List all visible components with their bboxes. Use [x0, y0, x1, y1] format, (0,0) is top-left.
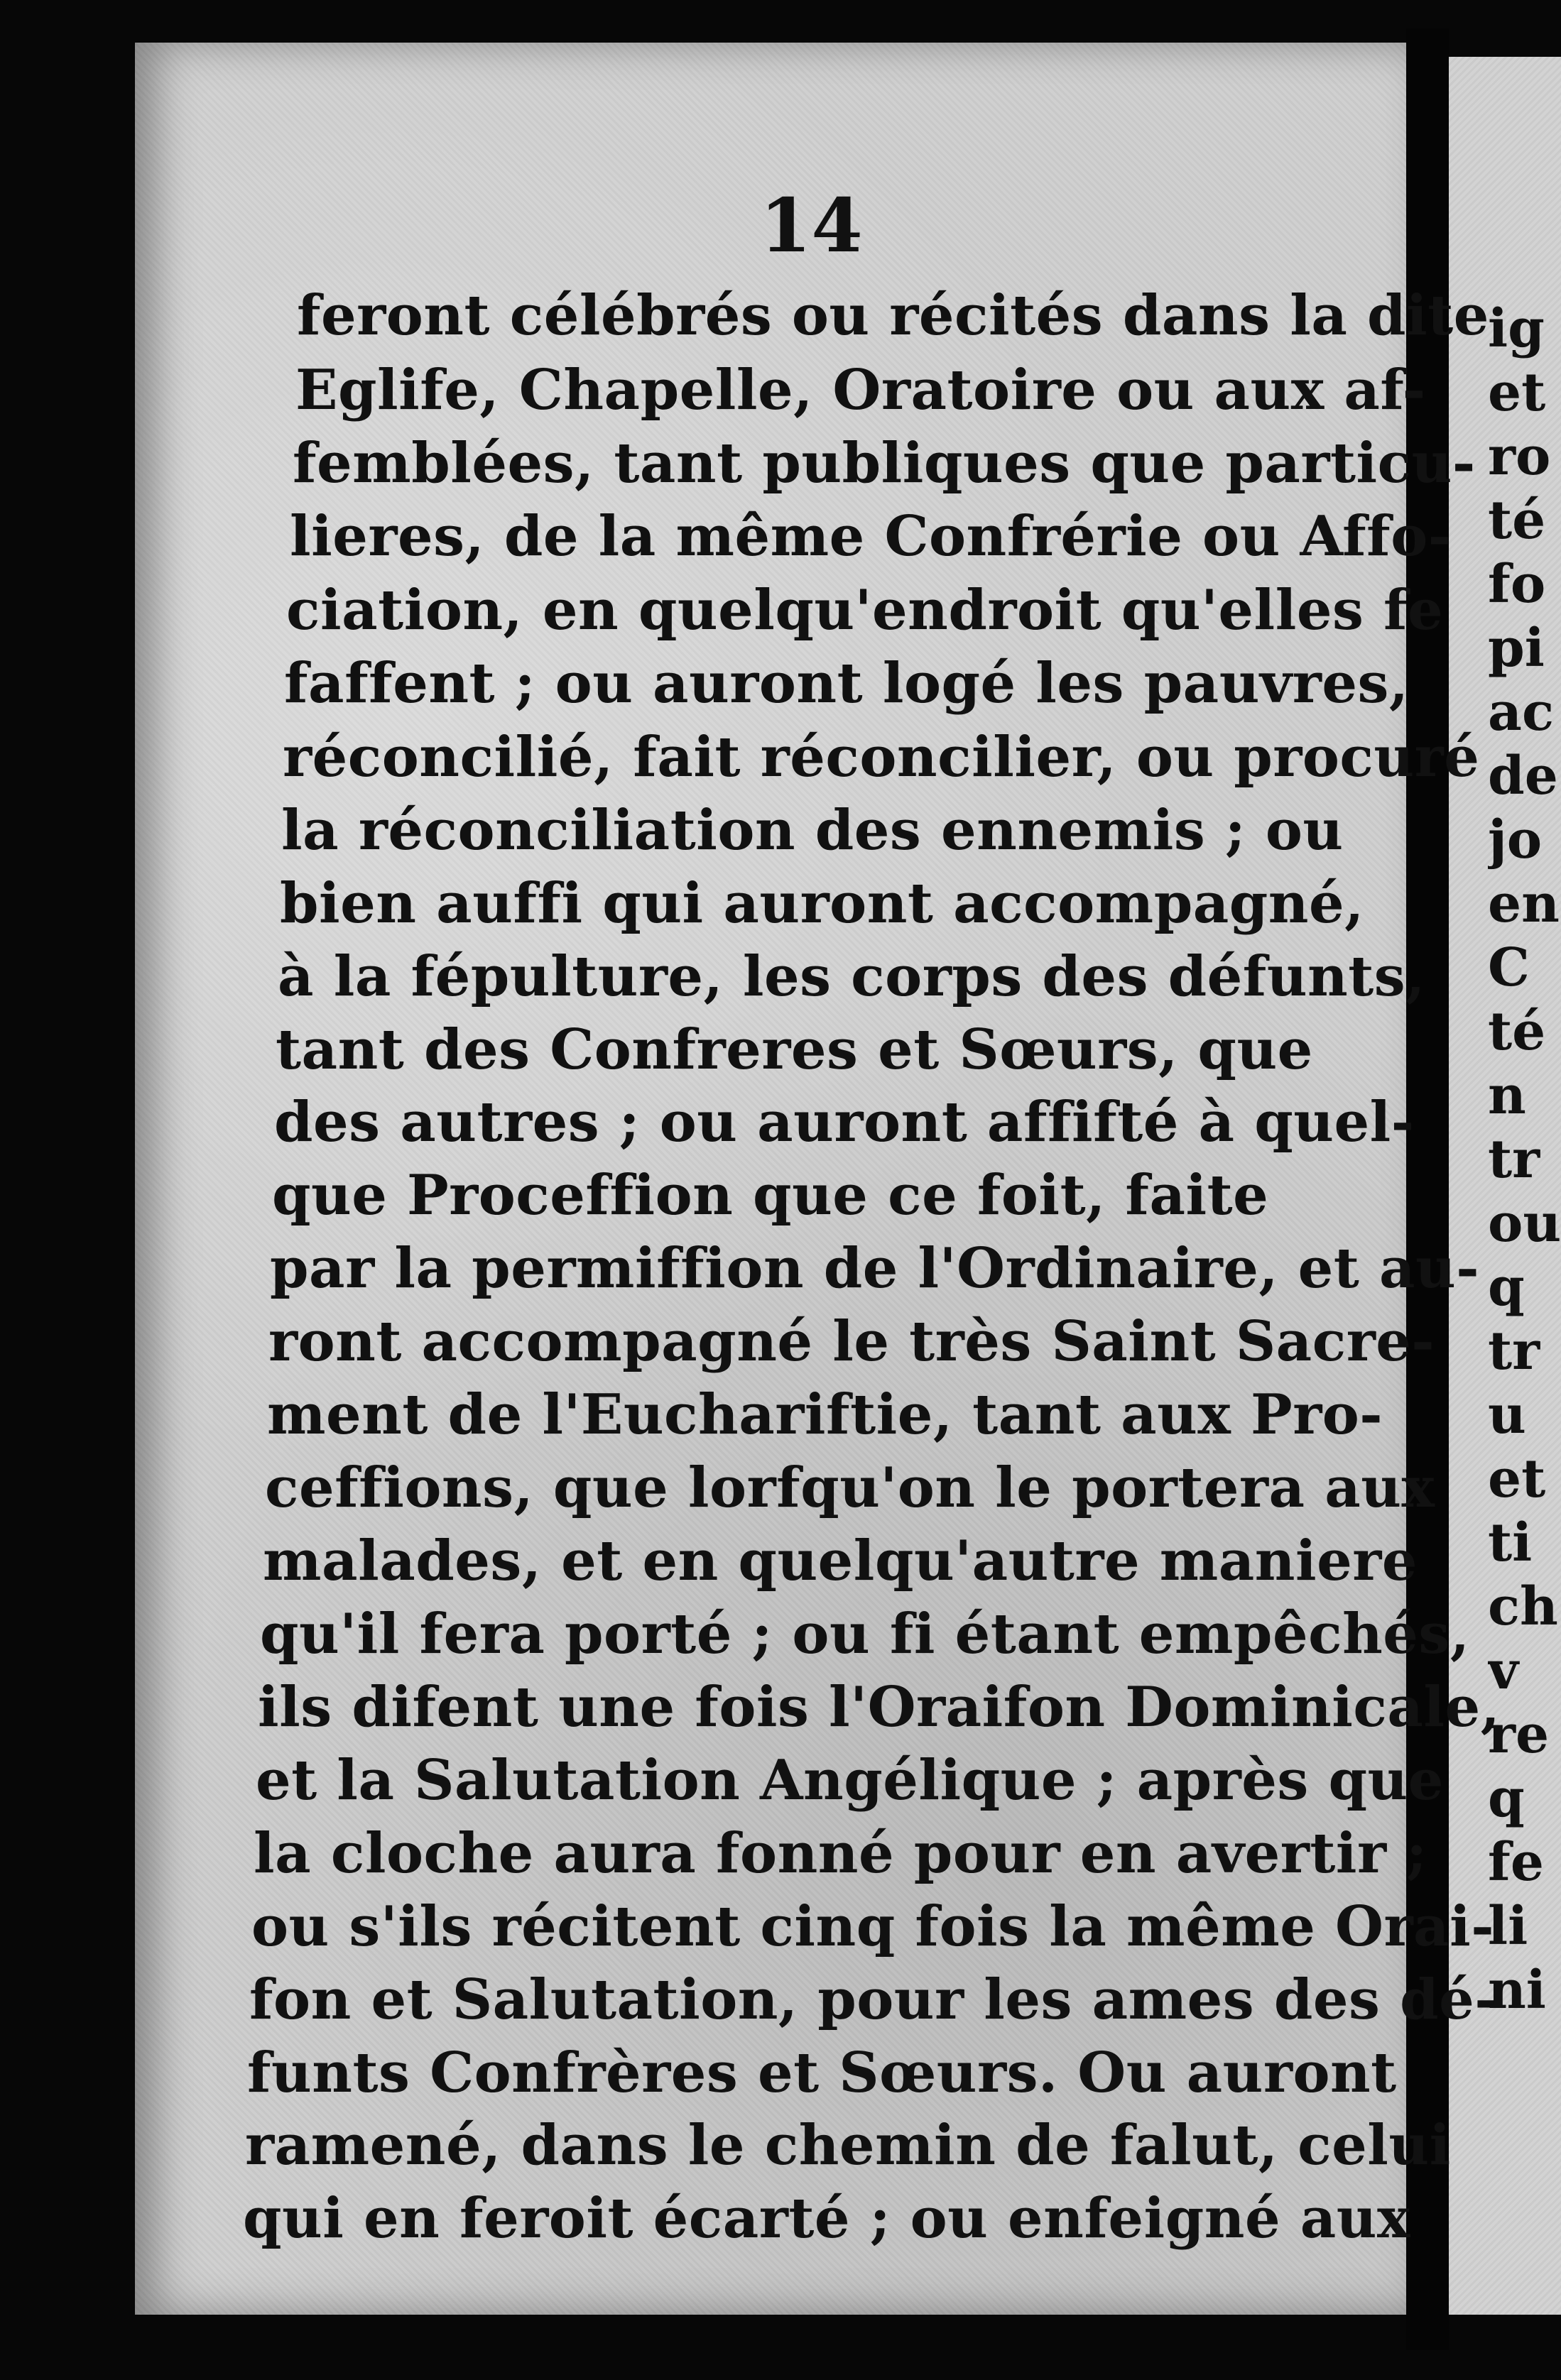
- adjacent-page-text: [1488, 0, 1561, 2380]
- fragment-line: ig: [1488, 298, 1545, 359]
- text-line: ils difent une fois l'Oraifon Dominicale,: [258, 1675, 1501, 1740]
- text-line: qu'il fera porté ; ou fi étant empêchés,: [260, 1602, 1470, 1666]
- text-line: par la permiffion de l'Ordinaire, et au-: [270, 1236, 1480, 1301]
- fragment-line: v: [1488, 1640, 1518, 1701]
- text-line: ront accompagné le très Saint Sacre-: [268, 1309, 1435, 1374]
- text-line: et la Salutation Angélique ; après que: [256, 1748, 1444, 1813]
- fragment-line: té: [1488, 490, 1546, 551]
- text-line: feront célébrés ou récités dans la dite: [297, 283, 1489, 348]
- text-line: ramené, dans le chemin de falut, celui: [245, 2113, 1451, 2178]
- fragment-line: ch: [1488, 1576, 1558, 1637]
- text-line: fon et Salutation, pour les ames des dé-: [249, 1967, 1499, 2032]
- page-number: 14: [760, 182, 863, 269]
- text-line: ment de l'Euchariftie, tant aux Pro-: [267, 1382, 1383, 1447]
- fragment-line: et: [1488, 362, 1546, 423]
- fragment-line: et: [1488, 1448, 1546, 1510]
- text-line: lieres, de la même Confrérie ou Affo-: [290, 504, 1452, 569]
- fragment-line: re: [1488, 1704, 1550, 1765]
- text-line: qui en feroit écarté ; ou enfeigné aux: [243, 2186, 1410, 2251]
- fragment-line: C: [1488, 937, 1530, 998]
- text-line: femblées, tant publiques que particu-: [293, 431, 1476, 496]
- fragment-line: tr: [1488, 1129, 1540, 1190]
- fragment-line: pi: [1488, 618, 1545, 679]
- fragment-line: q: [1488, 1768, 1525, 1829]
- fragment-line: ac: [1488, 682, 1555, 743]
- text-line: réconcilié, fait réconcilier, ou procuré: [283, 725, 1480, 790]
- fragment-line: li: [1488, 1896, 1528, 1957]
- text-line: faffent ; ou auront logé les pauvres,: [284, 651, 1409, 716]
- fragment-line: n: [1488, 1065, 1526, 1126]
- text-line: ou s'ils récitent cinq fois la même Orai-: [251, 1894, 1495, 1959]
- fragment-line: fe: [1488, 1832, 1544, 1893]
- text-line: ciation, en quelqu'endroit qu'elles fe: [286, 578, 1444, 643]
- fragment-line: ou: [1488, 1193, 1561, 1254]
- fragment-line: de: [1488, 746, 1558, 807]
- text-line: que Proceffion que ce foit, faite: [272, 1163, 1269, 1228]
- fragment-line: u: [1488, 1385, 1526, 1446]
- text-line: la cloche aura fonné pour en avertir ;: [254, 1821, 1427, 1886]
- fragment-line: q: [1488, 1257, 1525, 1318]
- fragment-line: en: [1488, 873, 1560, 934]
- fragment-line: ti: [1488, 1512, 1533, 1573]
- text-line: Eglife, Chapelle, Oratoire ou aux af-: [295, 358, 1426, 422]
- text-line: ceffions, que lorfqu'on le portera aux: [265, 1456, 1435, 1520]
- fragment-line: jo: [1488, 809, 1543, 870]
- fragment-line: ni: [1488, 1960, 1546, 2021]
- text-line: bien auffi qui auront accompagné,: [280, 871, 1364, 936]
- text-line: tant des Confreres et Sœurs, que: [276, 1017, 1313, 1082]
- text-line: à la fépulture, les corps des défunts,: [278, 944, 1425, 1009]
- text-line: malades, et en quelqu'autre maniere: [263, 1529, 1418, 1593]
- fragment-line: fo: [1488, 554, 1546, 615]
- fragment-line: ro: [1488, 426, 1551, 487]
- text-line: des autres ; ou auront affifté à quel-: [274, 1090, 1415, 1154]
- fragment-line: té: [1488, 1001, 1546, 1062]
- fragment-line: tr: [1488, 1321, 1540, 1382]
- text-line: la réconciliation des ennemis ; ou: [281, 798, 1344, 863]
- text-line: funts Confrères et Sœurs. Ou auront: [247, 2041, 1397, 2105]
